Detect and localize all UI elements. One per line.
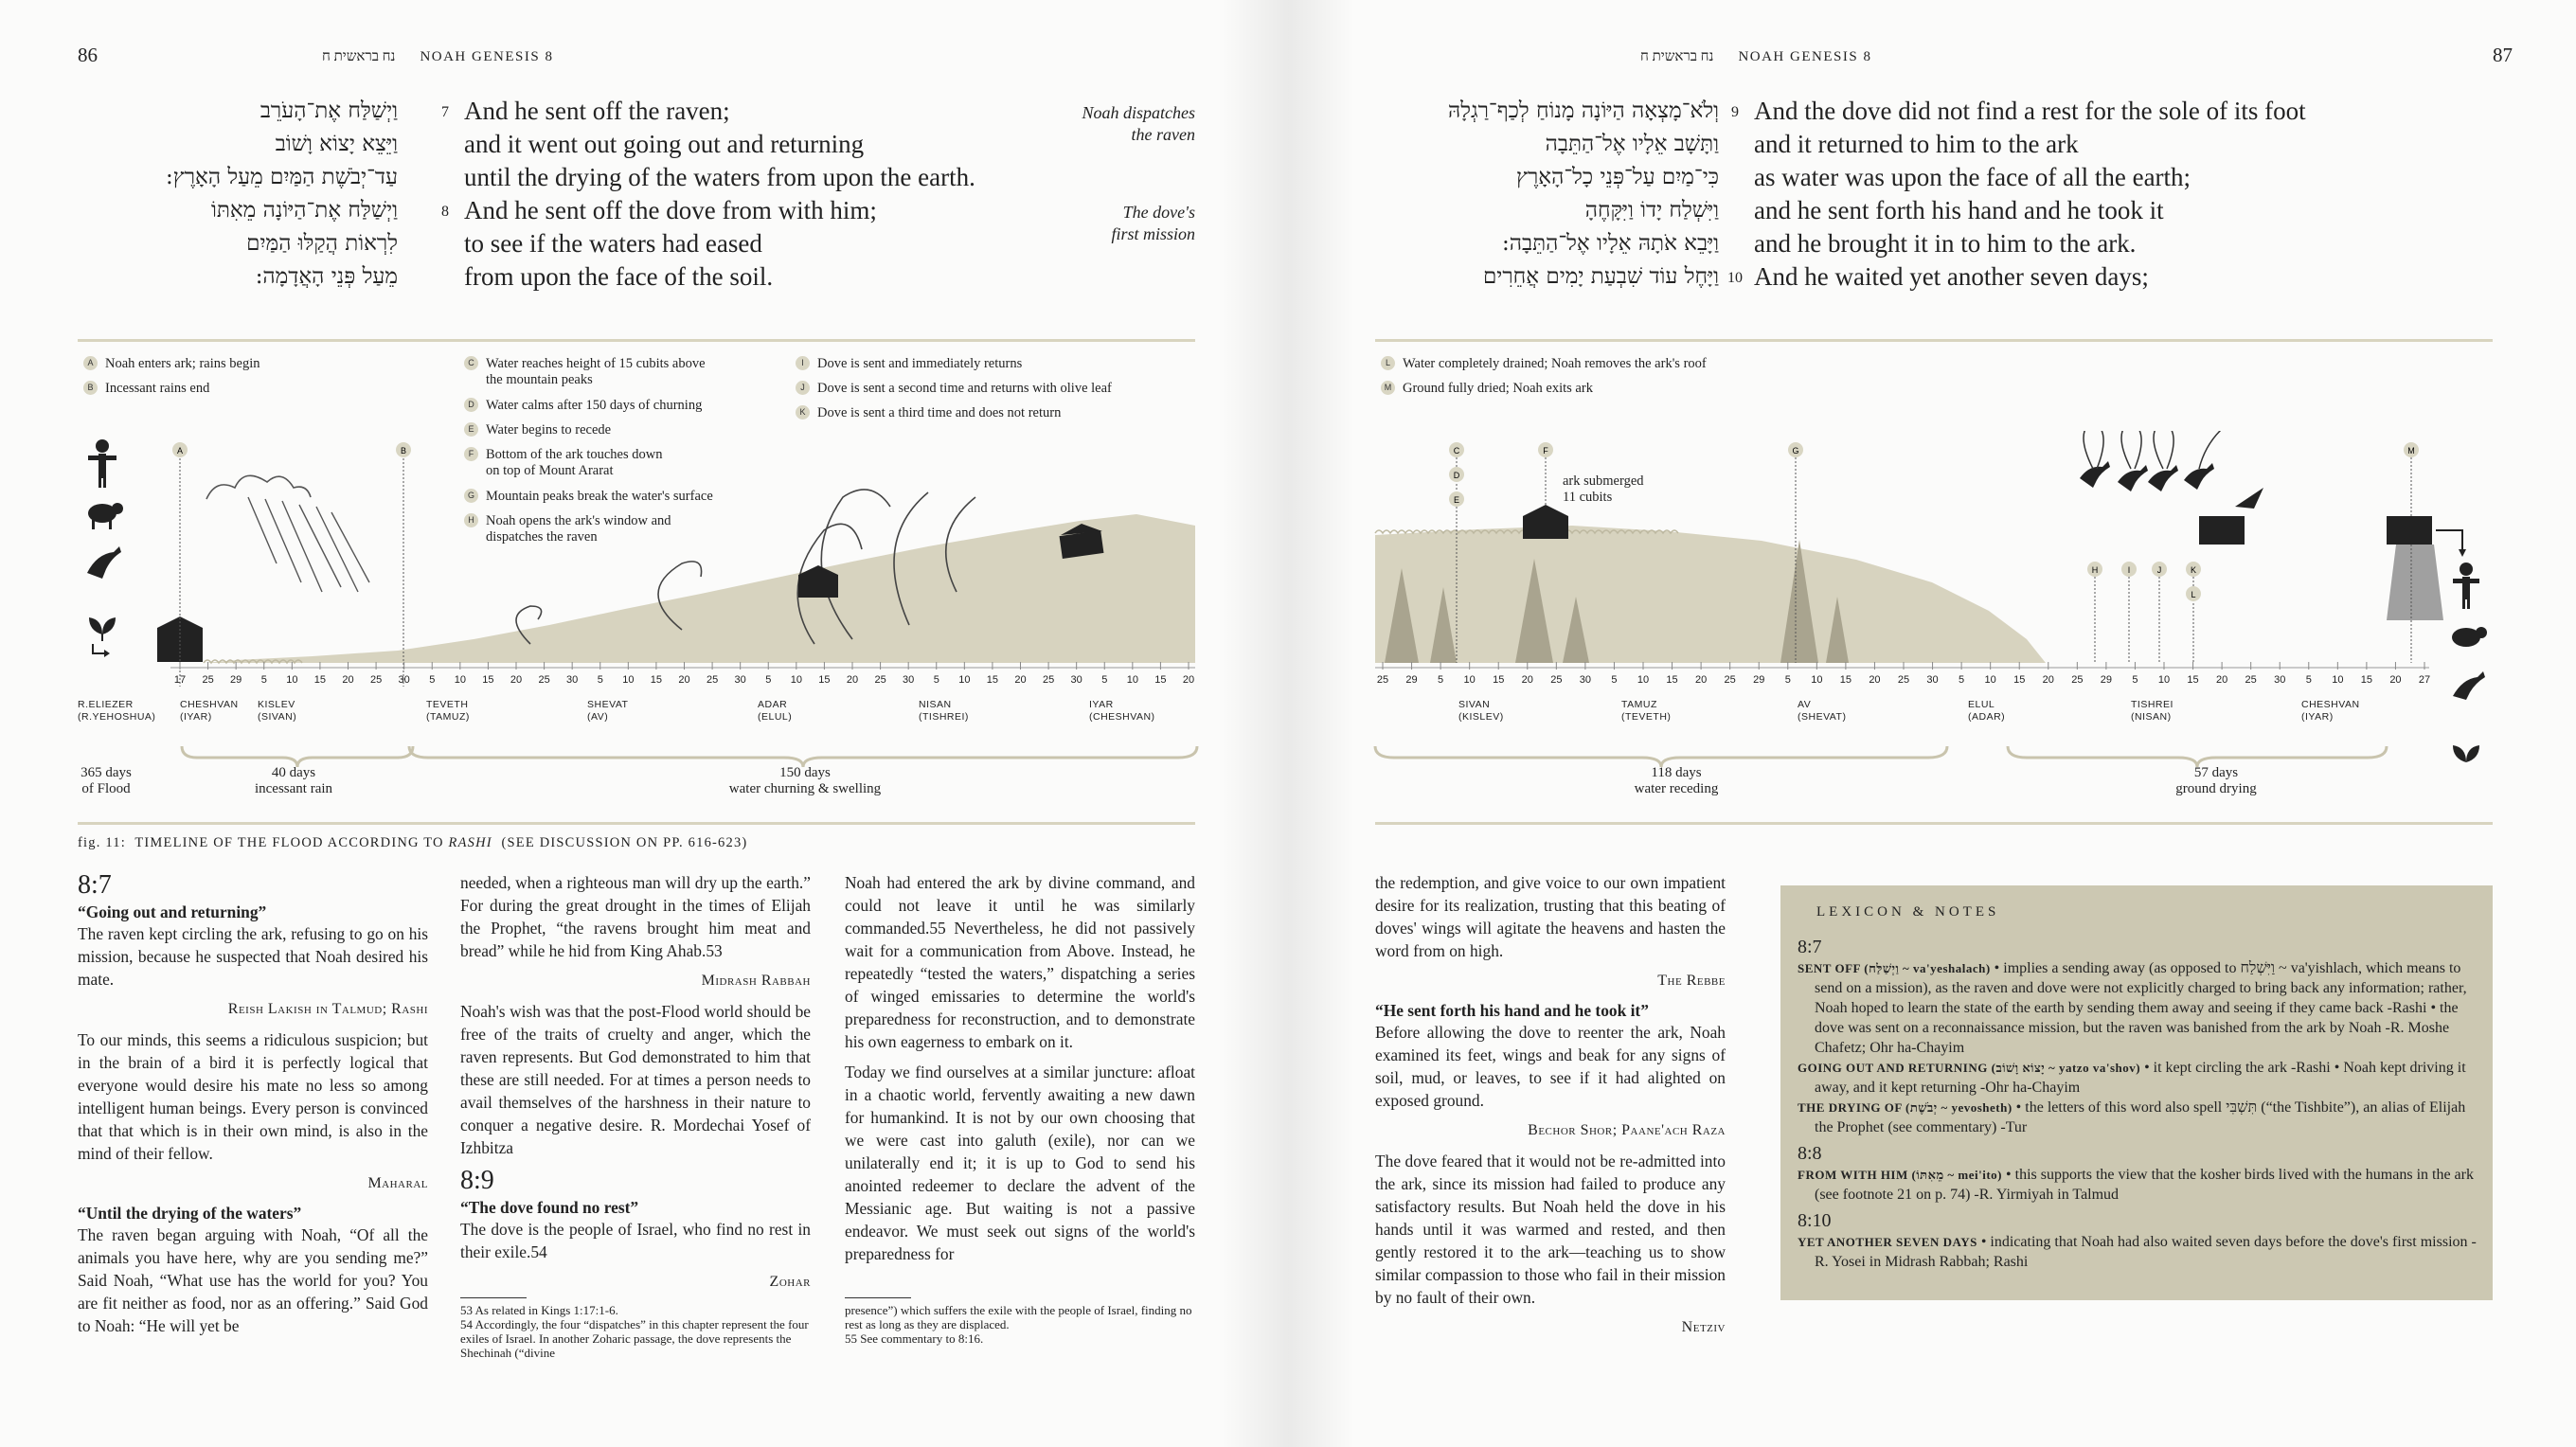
english-line: And he waited yet another seven days; bbox=[1754, 262, 2149, 291]
month-label: AV (SHEVAT) bbox=[1798, 699, 1847, 723]
month-label: IYAR (CHESHVAN) bbox=[1089, 699, 1155, 723]
legend-item: D Water calms after 150 days of churning bbox=[464, 398, 702, 414]
section-rule bbox=[78, 822, 1195, 825]
tick-label: 30 bbox=[1926, 674, 1939, 686]
month-label: ADAR (ELUL) bbox=[758, 699, 793, 723]
tick-label: 15 bbox=[650, 674, 663, 686]
hebrew-line: וַיָּחֶל עוֹד שִׁבְעַת יָמִים אֲחֵרִים bbox=[1482, 264, 1719, 289]
tick-label: 17 bbox=[173, 674, 187, 686]
span-label: 365 days of Flood bbox=[80, 765, 132, 796]
tick-label: 5 bbox=[1611, 674, 1618, 686]
hebrew-line: לִרְאוֹת הֲקַלּוּ הַמַּיִם bbox=[246, 231, 398, 256]
tick-label: 5 bbox=[1784, 674, 1791, 686]
running-head-english: NOAH GENESIS 8 bbox=[1738, 49, 1872, 64]
tick-label: 25 bbox=[538, 674, 550, 686]
legend-item: B Incessant rains end bbox=[83, 381, 209, 397]
human-icon bbox=[2453, 563, 2479, 609]
page-number: 86 bbox=[78, 44, 98, 66]
tick-labels bbox=[0, 674, 1288, 689]
tick-label: 10 bbox=[286, 674, 298, 686]
tick-label: 20 bbox=[2389, 674, 2402, 686]
lexicon-entry: SENT OFF (וַיְשַׁלַּח ~ va'yeshalach) • implies a sending away (as opposed to וַיִּשְׁלַח ~ va'yishlach, which means to send on a mission), as the raven and dove were not explicitly charged to bring back any information; rather, Noah hoped to learn the state of the earth by sending them away and seeing if they came back -Rashi • the dove was sent on a reconnaissance mission, but the raven was banished from the ark by Noah -R. Moshe Chafetz; Ohr ha-Chayim bbox=[1798, 960, 2467, 1056]
month-label: R.ELIEZER (R.YEHOSHUA) bbox=[78, 699, 156, 723]
side-note: The dove's first mission bbox=[1111, 203, 1195, 243]
tick-label: 5 bbox=[765, 674, 772, 686]
tick-label: 25 bbox=[1724, 674, 1736, 686]
tick-label: 30 bbox=[1579, 674, 1591, 686]
footnote-rule bbox=[460, 1297, 527, 1298]
tick-label: 20 bbox=[1521, 674, 1533, 686]
hebrew-line: וְלֹא־מָצְאָה הַיּוֹנָה מָנוֹחַ לְכַף־רַגְלָהּ bbox=[1448, 98, 1719, 123]
tick-label: 30 bbox=[903, 674, 915, 686]
tick-label: 30 bbox=[566, 674, 579, 686]
tick-label: 29 bbox=[1405, 674, 1418, 686]
tick-label: 5 bbox=[429, 674, 436, 686]
tick-label: 15 bbox=[482, 674, 494, 686]
commentary-column bbox=[845, 871, 1195, 1273]
tick-label: 20 bbox=[1869, 674, 1881, 686]
legend-item: K Dove is sent a third time and does not return bbox=[796, 405, 1061, 421]
tick-label: 5 bbox=[933, 674, 939, 686]
tick-label: 25 bbox=[874, 674, 886, 686]
svg-text:E: E bbox=[1453, 495, 1460, 505]
source-citation: Maharal bbox=[367, 1175, 428, 1191]
tick-label: 25 bbox=[202, 674, 214, 686]
hebrew-line: עַד־יְבֹשֶׁת הַמַּיִם מֵעַל הָאָרֶץ: bbox=[166, 165, 398, 189]
svg-text:M: M bbox=[2407, 446, 2415, 456]
span-label: 118 days water receding bbox=[1634, 765, 1719, 796]
english-line: and it went out going out and returning bbox=[464, 130, 865, 158]
human-icon bbox=[88, 439, 116, 488]
commentary-column bbox=[1375, 871, 1726, 1347]
running-head-hebrew: נח בראשית ח bbox=[322, 49, 396, 64]
arrow-icon bbox=[93, 644, 106, 653]
commentary-paragraph: Today we find ourselves at a similar juncture: afloat in a chaotic world, fervently awaiting a new dawn for humankind. It is not by our own choosing that we were cast into galuth (exile), nor can we unilaterally end it; it is up to God to send his anointed redeemer to declare the advent of the Messianic age. But waiting is not a passive endeavor. We must seek out signs of the world's preparedness for bbox=[845, 1063, 1195, 1263]
source-citation: Midrash Rabbah bbox=[701, 973, 811, 989]
svg-text:K: K bbox=[2190, 565, 2197, 575]
bird-icon bbox=[2148, 465, 2178, 491]
english-line: to see if the waters had eased bbox=[464, 229, 762, 258]
lexicon-box bbox=[1780, 885, 2493, 1300]
rain-cloud bbox=[206, 475, 311, 499]
verse-heading: 8:9 bbox=[460, 1166, 494, 1195]
legend-item: M Ground fully dried; Noah exits ark bbox=[1381, 381, 1593, 397]
english-text bbox=[1754, 95, 2306, 294]
tick-label: 25 bbox=[2071, 674, 2084, 686]
english-line: and he sent forth his hand and he took it bbox=[1754, 196, 2164, 224]
legend-item: H Noah opens the ark's window and dispatches the raven bbox=[464, 513, 671, 545]
english-line: And the dove did not find a rest for the sole of its foot bbox=[1754, 97, 2306, 125]
legend-item: J Dove is sent a second time and returns with olive leaf bbox=[796, 381, 1112, 397]
tick-label: 15 bbox=[1666, 674, 1678, 686]
source-citation: Reish Lakish in Talmud; Rashi bbox=[227, 1001, 428, 1017]
span-label: 57 days ground drying bbox=[2175, 765, 2257, 796]
english-line: And he sent off the dove from with him; bbox=[464, 196, 877, 224]
tick-label: 5 bbox=[1101, 674, 1108, 686]
tick-label: 10 bbox=[1637, 674, 1650, 686]
right-page bbox=[1288, 0, 2576, 1447]
tick-label: 5 bbox=[597, 674, 603, 686]
commentary-paragraph: The dove is the people of Israel, who find no rest in their exile.54 bbox=[460, 1220, 811, 1261]
english-line: as water was upon the face of all the earth; bbox=[1754, 163, 2191, 191]
tick-label: 5 bbox=[2305, 674, 2312, 686]
tick-label: 25 bbox=[1042, 674, 1055, 686]
side-note: Noah dispatches the raven bbox=[1082, 103, 1195, 144]
lexicon-title: LEXICON & NOTES bbox=[1816, 904, 2000, 920]
tick-label: 5 bbox=[1438, 674, 1444, 686]
tick-label: 10 bbox=[622, 674, 635, 686]
hebrew-line: כִּי־מַיִם עַל־פְּנֵי כָל־הָאָרֶץ bbox=[1516, 165, 1719, 189]
hebrew-line: וַיְשַׁלַּח אֶת־הָעֹרֵב bbox=[259, 98, 398, 123]
legend-item: F Bottom of the ark touches down on top of Mount Ararat bbox=[464, 447, 662, 479]
month-label: ELUL (ADAR) bbox=[1968, 699, 2006, 723]
month-label: CHESHVAN (IYAR) bbox=[180, 699, 239, 723]
tick-label: 20 bbox=[2215, 674, 2228, 686]
tick-label: 20 bbox=[510, 674, 523, 686]
legend-item: I Dove is sent and immediately returns bbox=[796, 356, 1022, 372]
tick-label: 15 bbox=[1839, 674, 1852, 686]
lemma-heading: “The dove found no rest” bbox=[460, 1198, 639, 1217]
tick-label: 29 bbox=[1753, 674, 1765, 686]
lexicon-entry: THE DRYING OF (יְבֹשֶׁת ~ yevosheth) • the letters of this word also spell תִּשְׁבִּי (“the Tishbite”), an alias of Elijah the Prophet (see commentary) -Tur bbox=[1798, 1099, 2466, 1135]
tick-label: 10 bbox=[1811, 674, 1823, 686]
marker-b bbox=[396, 442, 411, 457]
arrow-icon bbox=[2436, 530, 2462, 551]
span-brace bbox=[2008, 746, 2387, 767]
english-line: until the drying of the waters from upon the earth. bbox=[464, 163, 975, 191]
plant-icon bbox=[2453, 745, 2479, 762]
tick-label: 10 bbox=[2332, 674, 2344, 686]
tick-label: 25 bbox=[706, 674, 719, 686]
verse-heading: 8:7 bbox=[78, 870, 112, 900]
english-text bbox=[464, 95, 975, 294]
ark-icon bbox=[1523, 505, 1568, 539]
lexicon-entry: YET ANOTHER SEVEN DAYS • indicating that Noah had also waited seven days before the dove's first mission -R. Yosei in Midrash Rabbah; Rashi bbox=[1798, 1234, 2477, 1270]
lemma-heading: “Until the drying of the waters” bbox=[78, 1204, 302, 1223]
ark-icon bbox=[2199, 516, 2245, 545]
month-label: TISHREI (NISAN) bbox=[2131, 699, 2174, 723]
footnotes: 53 As related in Kings 1:17:1-6. 54 Accordingly, the four “dispatches” in this chapter represent the four exiles of Israel. In another Zoharic passage, the dove represents the Shechinah (“divine bbox=[460, 1303, 809, 1360]
tick-label: 20 bbox=[2042, 674, 2054, 686]
svg-text:J: J bbox=[2156, 565, 2162, 575]
tick-label: 30 bbox=[1070, 674, 1082, 686]
tick-label: 25 bbox=[1550, 674, 1563, 686]
tick-label: 29 bbox=[230, 674, 242, 686]
commentary-paragraph: The dove feared that it would not be re-admitted into the ark, since its mission had failed to produce any satisfactory results. But Noah held the dove in his hands until it was warmed and rested, and then gently restored it to the ark—teaching us to show similar compassion to those who fail in their mission by no fault of their own. bbox=[1375, 1152, 1726, 1307]
tick-labels bbox=[1288, 674, 2576, 689]
tick-label: 25 bbox=[1897, 674, 1910, 686]
footnote-rule bbox=[845, 1297, 911, 1298]
tick-label: 20 bbox=[678, 674, 690, 686]
tick-label: 30 bbox=[2274, 674, 2286, 686]
tick-label: 15 bbox=[2360, 674, 2372, 686]
running-head bbox=[322, 49, 553, 65]
tick-label: 10 bbox=[454, 674, 466, 686]
month-label: KISLEV (SIVAN) bbox=[258, 699, 297, 723]
month-label: CHESHVAN (IYAR) bbox=[2301, 699, 2360, 723]
commentary-paragraph: the redemption, and give voice to our own impatient desire for its realization, trusting that this beating of doves' wings will agitate the heavens and hasten the word from on high. bbox=[1375, 873, 1726, 960]
tick-label: 15 bbox=[818, 674, 831, 686]
legend-item: L Water completely drained; Noah removes the ark's roof bbox=[1381, 356, 1707, 372]
hebrew-line: מֵעַל פְּנֵי הָאֲדָמָה: bbox=[255, 264, 398, 289]
commentary-column bbox=[460, 871, 811, 1301]
lemma-heading: “He sent forth his hand and he took it” bbox=[1375, 1001, 1649, 1020]
commentary-paragraph: The raven kept circling the ark, refusing to go on his mission, because he suspected that Noah desired his mate. bbox=[78, 924, 428, 989]
tick-label: 10 bbox=[1463, 674, 1476, 686]
lexicon-verse: 8:8 bbox=[1798, 1143, 1822, 1164]
tick-label: 25 bbox=[369, 674, 383, 686]
ark-icon bbox=[2387, 516, 2432, 545]
lexicon-verse: 8:10 bbox=[1798, 1210, 1832, 1231]
commentary-paragraph: needed, when a righteous man will dry up the earth.” For during the great drought in the times of Elijah the Prophet, “the ravens brought him meat and bread” while he hid from King Ahab.53 bbox=[460, 873, 811, 960]
legend-item: A Noah enters ark; rains begin bbox=[83, 356, 259, 372]
ark-icon bbox=[157, 616, 203, 662]
hebrew-line: וַתָּשָׁב אֵלָיו אֶל־הַתֵּבָה bbox=[1545, 132, 1719, 156]
lexicon-body bbox=[1798, 931, 2479, 1272]
verse-number: 8 bbox=[441, 204, 449, 220]
commentary-paragraph: Before allowing the dove to reenter the ark, Noah examined its feet, wings and beak for any signs of soil, mud, or leaves, to see if it had alighted on exposed ground. bbox=[1375, 1023, 1726, 1110]
legend-item: E Water begins to recede bbox=[464, 422, 611, 438]
span-label: 40 days incessant rain bbox=[254, 765, 333, 796]
bird-icon bbox=[2080, 461, 2110, 488]
flood-timeline-right bbox=[1288, 431, 2576, 829]
commentary-column bbox=[78, 871, 428, 1345]
tick-label: 5 bbox=[260, 674, 267, 686]
month-labels bbox=[0, 699, 1288, 727]
water-area bbox=[204, 514, 1195, 663]
source-citation: Zohar bbox=[769, 1274, 811, 1290]
hebrew-line: וַיָּבֵא אֹתָהּ אֵלָיו אֶל־הַתֵּבָה: bbox=[1502, 231, 1719, 256]
svg-text:A: A bbox=[176, 446, 184, 456]
tick-label: 15 bbox=[2013, 674, 2026, 686]
tick-label: 10 bbox=[958, 674, 971, 686]
month-label: TAMUZ (TEVETH) bbox=[1621, 699, 1672, 723]
tick-label: 15 bbox=[986, 674, 999, 686]
figure-caption: fig. 11: TIMELINE OF THE FLOOD ACCORDING TO RASHI (SEE DISCUSSION ON PP. 616-623) bbox=[78, 835, 748, 850]
lexicon-entry: FROM WITH HIM (מֵאִתּוֹ ~ mei'ito) • this supports the view that the kosher birds lived with the humans in the ark (see footnote 21 on p. 74) -R. Yirmiyah in Talmud bbox=[1798, 1167, 2474, 1203]
source-citation: Bechor Shor; Paane'ach Raza bbox=[1528, 1122, 1726, 1138]
verse-number: 7 bbox=[441, 104, 449, 120]
span-label: 150 days water churning & swelling bbox=[728, 765, 882, 796]
tick-label: 25 bbox=[2245, 674, 2257, 686]
running-head-english: NOAH GENESIS 8 bbox=[420, 49, 554, 64]
source-citation: The Rebbe bbox=[1657, 973, 1726, 989]
legend-item: C Water reaches height of 15 cubits above the mountain peaks bbox=[464, 356, 706, 388]
tick-label: 15 bbox=[313, 674, 327, 686]
lemma-heading: “Going out and returning” bbox=[78, 902, 267, 921]
svg-text:L: L bbox=[2191, 590, 2196, 599]
tick-label: 10 bbox=[1126, 674, 1138, 686]
hebrew-text bbox=[1392, 95, 1719, 294]
month-label: NISAN (TISHREI) bbox=[919, 699, 969, 723]
lexicon-entry: GOING OUT AND RETURNING (יָצוֹא וָשׁוֹב ~ yatzo va'shov) • it kept circling the ark -Rashi • Noah kept driving it away, and it kept returning -Ohr ha-Chayim bbox=[1798, 1060, 2466, 1096]
tick-label: 20 bbox=[1014, 674, 1027, 686]
tick-label: 29 bbox=[2100, 674, 2112, 686]
svg-text:D: D bbox=[1453, 471, 1460, 480]
commentary-paragraph: To our minds, this seems a ridiculous suspicion; but in the brain of a bird it is perfectly logical that everyone would desire his mate no less so among intelligent human beings. Every person is convinced that that which is in their own mind, is also in the mind of their fellow. bbox=[78, 1030, 428, 1163]
tick-label: 25 bbox=[1376, 674, 1389, 686]
hebrew-line: וַיֵּצֵא יָצוֹא וָשׁוֹב bbox=[275, 132, 398, 156]
month-label: SIVAN (KISLEV) bbox=[1458, 699, 1504, 723]
month-label: SHEVAT (AV) bbox=[587, 699, 629, 723]
tick-label: 27 bbox=[2418, 674, 2431, 686]
running-head-hebrew: נח בראשית ח bbox=[1640, 49, 1714, 64]
hebrew-line: וַיְשַׁלַּח אֶת־הַיּוֹנָה מֵאִתּוֹ bbox=[210, 198, 398, 223]
section-rule bbox=[1375, 339, 2493, 342]
tick-marks bbox=[1383, 662, 2424, 670]
section-rule bbox=[78, 339, 1195, 342]
sheep-icon bbox=[2452, 627, 2487, 647]
tick-label: 15 bbox=[1493, 674, 1505, 686]
footnotes: presence”) which suffers the exile with the people of Israel, finding no rest as long as they are displaced. 55 See commentary to 8:16. bbox=[845, 1303, 1192, 1346]
verse-number: 10 bbox=[1727, 270, 1743, 286]
tick-marks bbox=[180, 662, 1189, 670]
commentary-paragraph: Noah had entered the ark by divine command, and could not leave it until he was similarly commanded.55 Nevertheless, he did not passively wait for a communication from Above. Instead, he repeatedly “tested the waters,” dispatching a series of winged emissaries to determine the world's preparedness for reconstruction, and to demonstrate his own eagerness to embark on it. bbox=[845, 873, 1195, 1051]
tick-label: 5 bbox=[1959, 674, 1965, 686]
span-brace bbox=[1375, 746, 1947, 767]
svg-text:C: C bbox=[1453, 446, 1460, 456]
legend-item: G Mountain peaks break the water's surface bbox=[464, 489, 713, 505]
tick-label: 20 bbox=[846, 674, 859, 686]
month-label: TEVETH (TAMUZ) bbox=[426, 699, 470, 723]
english-line: and he brought it in to him to the ark. bbox=[1754, 229, 2137, 258]
running-head bbox=[1640, 49, 1871, 65]
bird-flying-icon bbox=[2235, 488, 2263, 509]
svg-text:H: H bbox=[2091, 565, 2099, 575]
tick-label: 5 bbox=[2132, 674, 2138, 686]
commentary-paragraph: The raven began arguing with Noah, “Of all the animals you have here, why are you sending me?” Said Noah, “What use has the world for you? You are fit neither as food, nor as an offering.” Said God to Noah: “He will yet be bbox=[78, 1225, 428, 1335]
svg-text:F: F bbox=[1543, 446, 1548, 456]
span-brace bbox=[182, 746, 413, 767]
verse-number: 9 bbox=[1731, 104, 1739, 120]
tick-label: 20 bbox=[342, 674, 354, 686]
tick-label: 15 bbox=[2187, 674, 2199, 686]
tick-label: 30 bbox=[734, 674, 746, 686]
flood-timeline-left bbox=[0, 431, 1288, 829]
plant-icon bbox=[89, 617, 116, 641]
bird-icon bbox=[87, 546, 121, 579]
lexicon-verse: 8:7 bbox=[1798, 937, 1822, 957]
tick-label: 30 bbox=[398, 674, 410, 686]
tick-label: 10 bbox=[1984, 674, 1996, 686]
svg-text:I: I bbox=[2127, 565, 2131, 575]
english-line: And he sent off the raven; bbox=[464, 97, 730, 125]
month-labels bbox=[1288, 699, 2576, 727]
light-beam bbox=[2387, 545, 2443, 620]
english-line: and it returned to him to the ark bbox=[1754, 130, 2079, 158]
rain-lines bbox=[248, 497, 369, 592]
page-number: 87 bbox=[2493, 44, 2513, 66]
english-line: from upon the face of the soil. bbox=[464, 262, 774, 291]
tick-label: 20 bbox=[1182, 674, 1195, 686]
sheep-icon bbox=[88, 503, 123, 529]
water-area bbox=[1375, 526, 2046, 663]
hebrew-line: וַיִּשְׁלַח יָדוֹ וַיִּקָּחֶהָ bbox=[1584, 198, 1719, 223]
tick-label: 10 bbox=[790, 674, 802, 686]
tick-label: 20 bbox=[1694, 674, 1708, 686]
hebrew-text bbox=[161, 95, 398, 294]
section-rule bbox=[1375, 822, 2493, 825]
bird-icon bbox=[2118, 465, 2148, 491]
svg-text:B: B bbox=[400, 446, 407, 456]
marker-a bbox=[172, 442, 188, 457]
tick-label: 15 bbox=[1154, 674, 1167, 686]
source-citation: Netziv bbox=[1681, 1319, 1726, 1335]
span-brace bbox=[409, 746, 1197, 767]
tick-label: 10 bbox=[2157, 674, 2171, 686]
commentary-paragraph: Noah's wish was that the post-Flood world should be free of the traits of cruelty and anger, which the raven represents. But God demonstrated to him that these are still needed. For at times a person needs to avail themselves of the harshness in their nature to conquer a negative desire. R. Mordechai Yosef of Izhbitza bbox=[460, 1002, 811, 1157]
ark-annotation: ark submerged 11 cubits bbox=[1563, 473, 1644, 505]
svg-text:G: G bbox=[1792, 446, 1799, 456]
